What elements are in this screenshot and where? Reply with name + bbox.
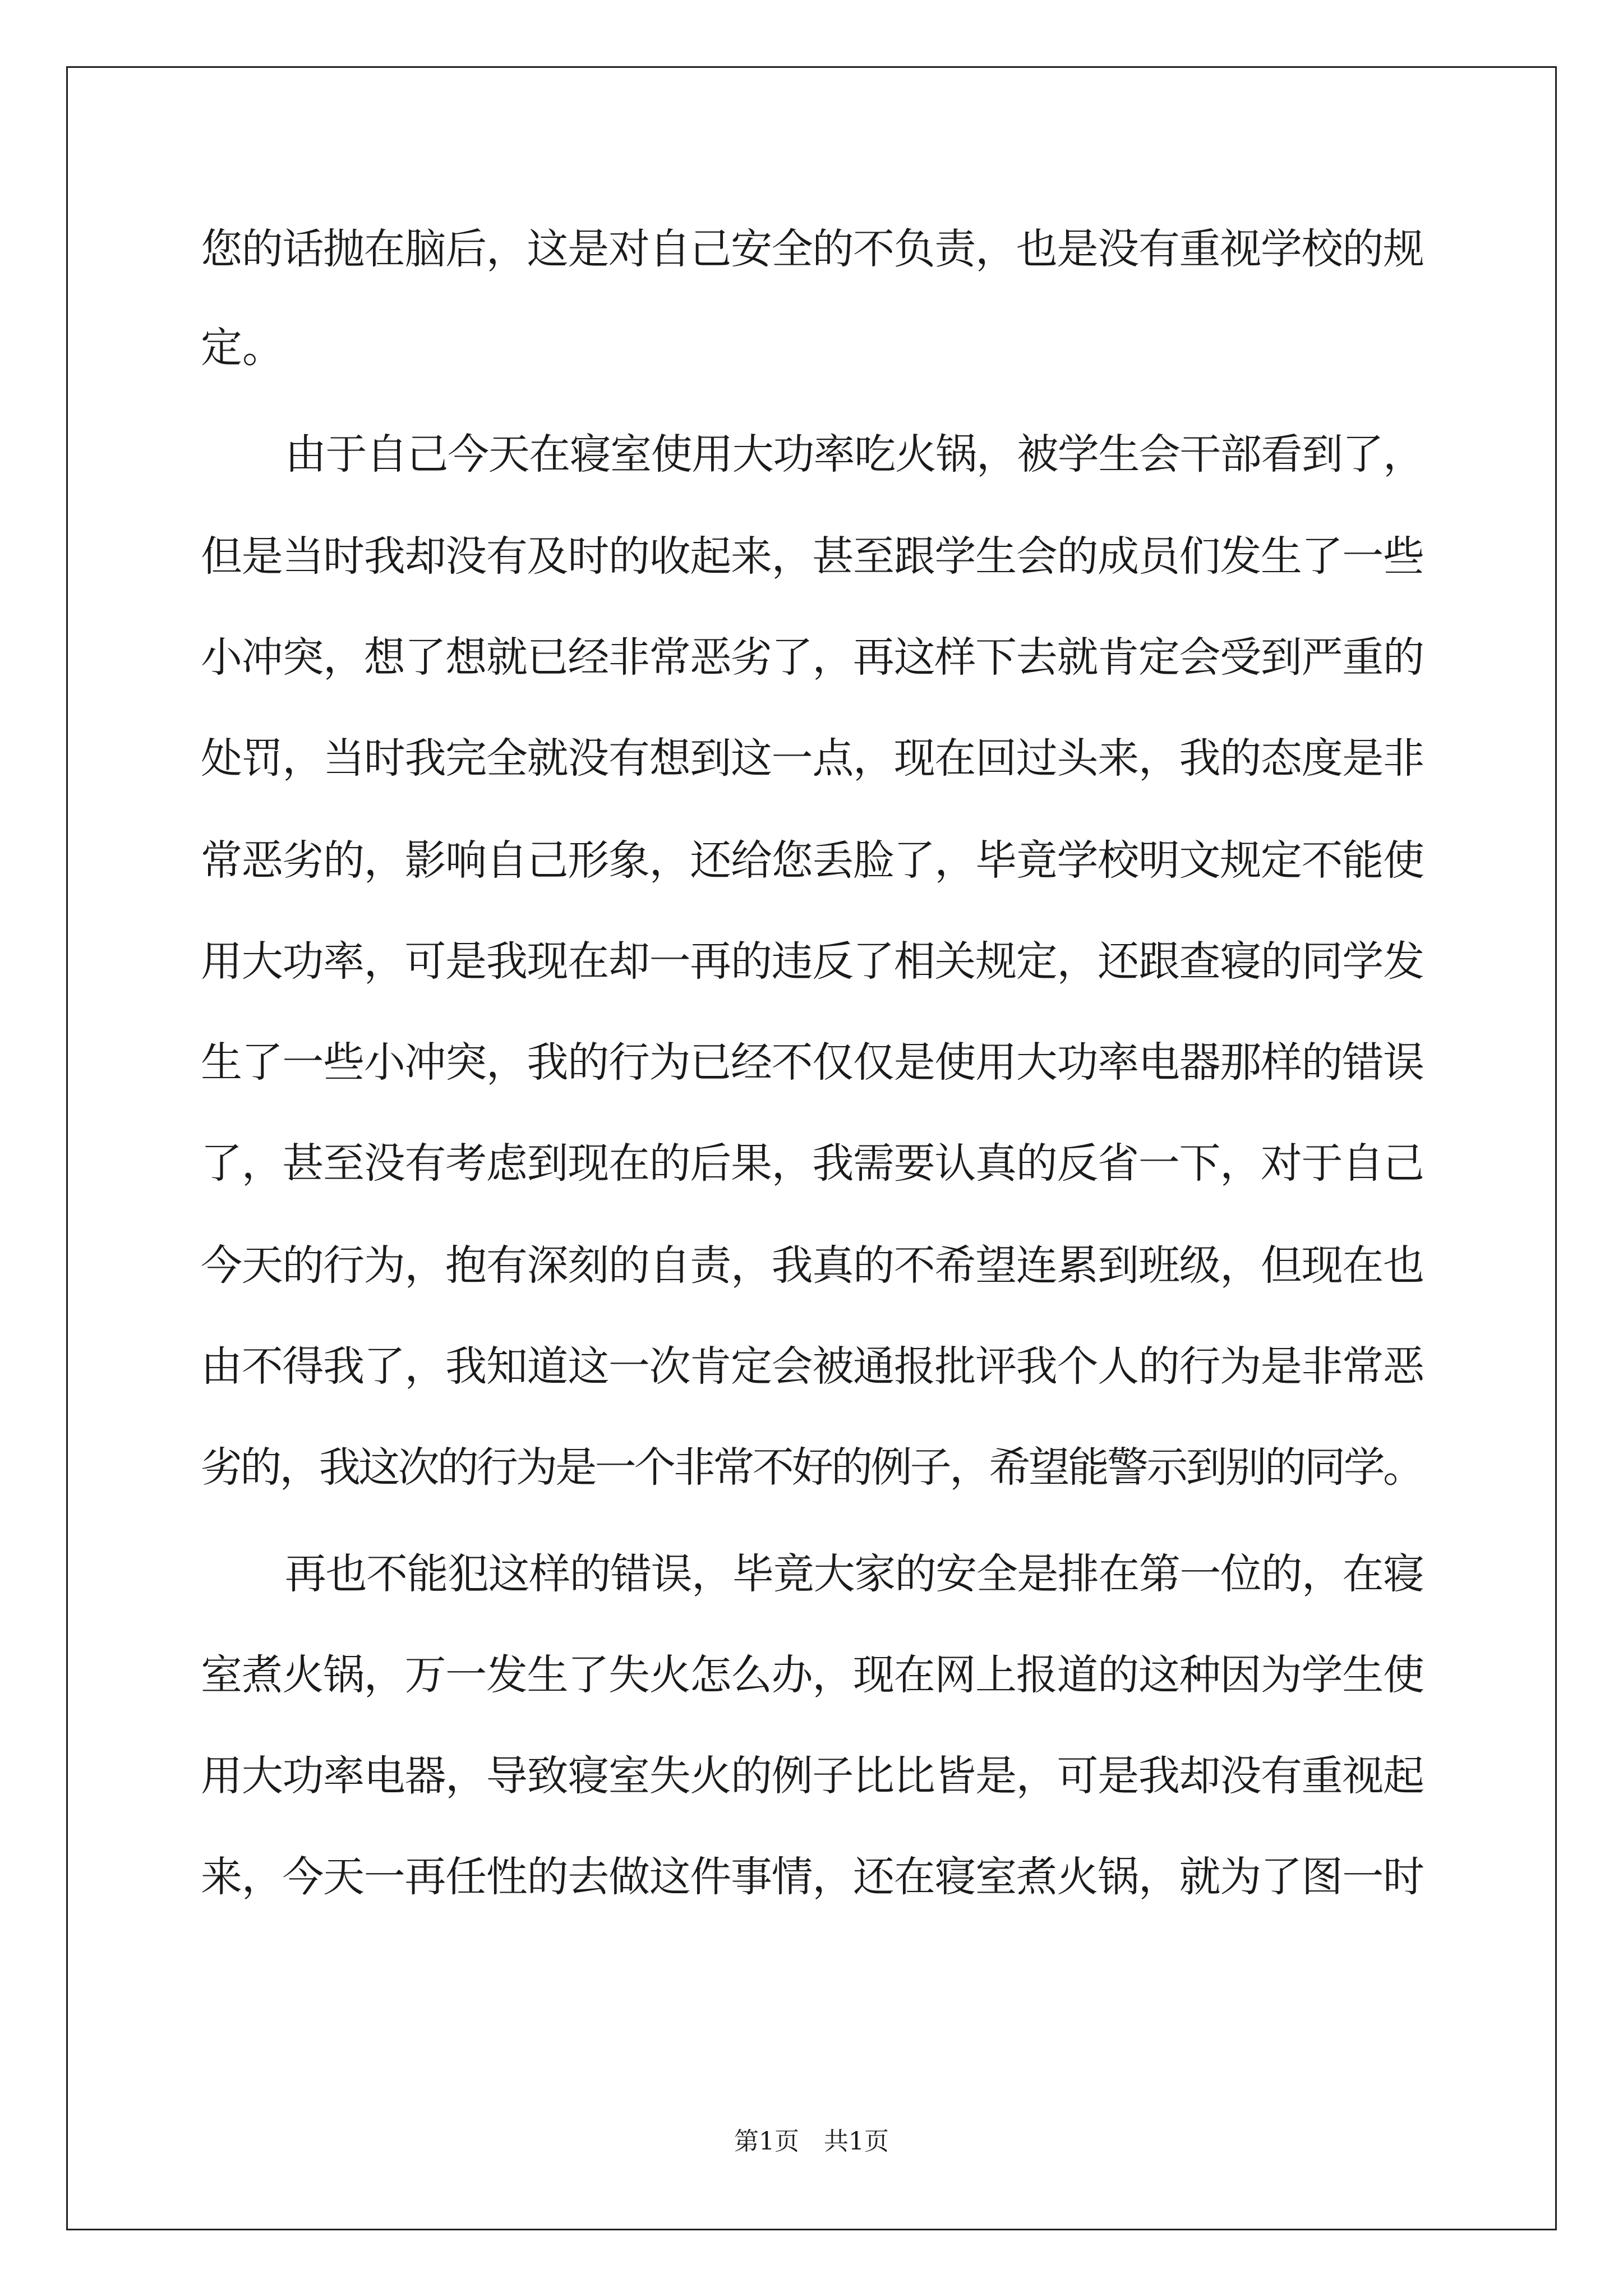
text-line-11: 今天的行为，抱有深刻的自责，我真的不希望连累到班级，但现在也 xyxy=(201,1241,1424,1290)
text-line-7: 常恶劣的，影响自己形象，还给您丢脸了，毕竟学校明文规定不能使 xyxy=(201,836,1424,885)
text-line-16: 用大功率电器，导致寝室失火的例子比比皆是，可是我却没有重视起 xyxy=(201,1752,1424,1800)
text-line-1: 您的话抛在脑后，这是对自己安全的不负责，也是没有重视学校的规 xyxy=(201,225,1424,273)
text-line-3: 由于自己今天在寝室使用大功率吃火锅，被学生会干部看到了， xyxy=(285,430,1424,478)
text-line-17: 来，今天一再任性的去做这件事情，还在寝室煮火锅，就为了图一时 xyxy=(201,1853,1424,1901)
text-line-9: 生了一些小冲突，我的行为已经不仅仅是使用大功率电器那样的错误 xyxy=(201,1038,1424,1087)
text-line-12: 由不得我了，我知道这一次肯定会被通报批评我个人的行为是非常恶 xyxy=(201,1342,1424,1391)
text-line-14: 再也不能犯这样的错误，毕竟大家的安全是排在第一位的，在寝 xyxy=(285,1550,1424,1598)
text-line-8: 用大功率，可是我现在却一再的违反了相关规定，还跟查寝的同学发 xyxy=(201,937,1424,986)
text-line-10: 了，甚至没有考虑到现在的后果，我需要认真的反省一下，对于自己 xyxy=(201,1139,1424,1188)
text-line-15: 室煮火锅，万一发生了失火怎么办，现在网上报道的这种因为学生使 xyxy=(201,1651,1424,1699)
text-line-2: 定。 xyxy=(201,324,284,372)
text-line-4: 但是当时我却没有及时的收起来，甚至跟学生会的成员们发生了一些 xyxy=(201,532,1424,581)
text-line-5: 小冲突，想了想就已经非常恶劣了，再这样下去就肯定会受到严重的 xyxy=(201,633,1424,682)
page-number-footer: 第1页 共1页 xyxy=(734,2127,889,2156)
text-line-6: 处罚，当时我完全就没有想到这一点，现在回过头来，我的态度是非 xyxy=(201,734,1424,783)
text-line-13: 劣的，我这次的行为是一个非常不好的例子，希望能警示到别的同学。 xyxy=(201,1443,1423,1492)
